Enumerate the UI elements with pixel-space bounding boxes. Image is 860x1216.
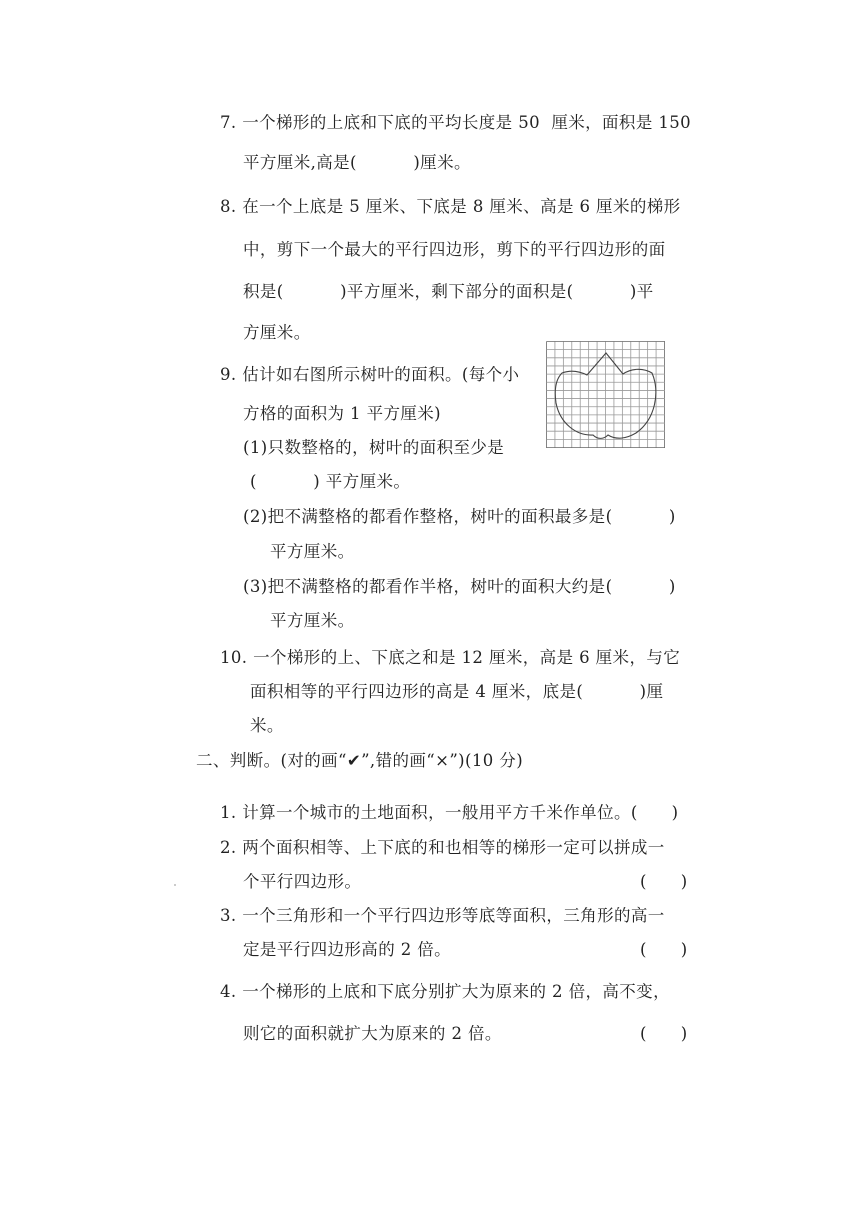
q9-sub1-line2: ( ) 平方厘米。 [250,472,411,491]
j4-line1: 4. 一个梯形的上底和下底分别扩大为原来的 2 倍，高不变， [220,982,670,1001]
grid-lines [547,342,666,449]
q8-line3: 积是( )平方厘米，剩下部分的面积是( )平 [243,282,654,301]
j3-line1: 3. 一个三角形和一个平行四边形等底等面积，三角形的高一 [220,906,665,925]
j4-line2: 则它的面积就扩大为原来的 2 倍。 [243,1024,502,1043]
q9-sub3-line2: 平方厘米。 [270,611,355,630]
q9-sub2-line1: (2)把不满整格的都看作整格，树叶的面积最多是( ) [243,507,676,526]
j3-line2: 定是平行四边形高的 2 倍。 [243,940,452,959]
q9-sub2-line2: 平方厘米。 [270,542,355,561]
q8-line4: 方厘米。 [243,323,311,342]
q7-line1: 7. 一个梯形的上底和下底的平均长度是 50 厘米，面积是 150 [220,113,692,132]
q10-line3: 米。 [250,716,284,735]
q8-line1: 8. 在一个上底是 5 厘米、下底是 8 厘米、高是 6 厘米的梯形 [220,197,681,216]
leaf-grid-figure [546,341,666,449]
q9-line2: 方格的面积为 1 平方厘米) [243,404,442,423]
q10-line2: 面积相等的平行四边形的高是 4 厘米，底是( )厘 [250,682,664,701]
j2-answer-paren: ( ) [640,872,688,891]
scan-speck [174,884,176,886]
q10-line1: 10. 一个梯形的上、下底之和是 12 厘米，高是 6 厘米，与它 [220,648,681,667]
q9-line1: 9. 估计如右图所示树叶的面积。(每个小 [220,365,520,384]
q8-line2: 中，剪下一个最大的平行四边形，剪下的平行四边形的面 [243,240,666,259]
section2-heading: 二、判断。(对的画“✔”,错的画“×”)(10 分) [196,751,524,770]
q9-sub1-line1: (1)只数整格的，树叶的面积至少是 [243,438,505,457]
j3-answer-paren: ( ) [640,940,688,959]
q9-sub3-line1: (3)把不满整格的都看作半格，树叶的面积大约是( ) [243,577,676,596]
q7-line2: 平方厘米,高是( )厘米。 [243,153,471,172]
j2-line2: 个平行四边形。 [243,872,362,891]
j2-line1: 2. 两个面积相等、上下底的和也相等的梯形一定可以拼成一 [220,838,665,857]
leaf-grid-svg [546,341,666,449]
j4-answer-paren: ( ) [640,1024,688,1043]
j1-line1: 1. 计算一个城市的土地面积，一般用平方千米作单位。( ) [220,803,679,822]
